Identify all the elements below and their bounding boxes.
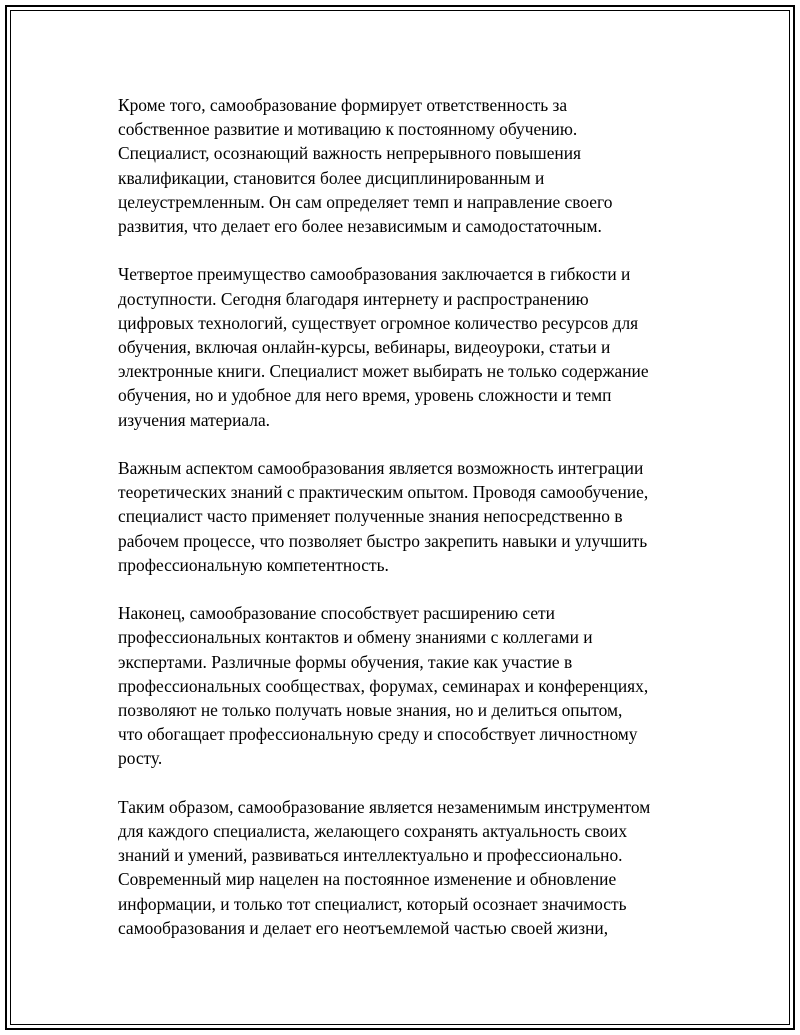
paragraph-conclusion bbox=[118, 795, 698, 940]
text-line: цифровых технологий, существует огромное количество ресурсов для bbox=[118, 312, 639, 333]
text-line: позволяют не только получать новые знания, но и делиться опытом, bbox=[118, 700, 623, 721]
text-line: профессиональных сообществах, форумах, семинарах и конференциях, bbox=[118, 675, 649, 696]
text-line: Таким образом, самообразование является незаменимым инструментом bbox=[118, 796, 651, 817]
text-line: росту. bbox=[118, 748, 163, 769]
text-line: целеустремленным. Он сам определяет темп и направление своего bbox=[118, 191, 613, 212]
text-line: экспертами. Различные формы обучения, такие как участие в bbox=[118, 651, 573, 672]
text-line: Четвертое преимущество самообразования заключается в гибкости и bbox=[118, 264, 631, 285]
text-line: электронные книги. Специалист может выбирать не только содержание bbox=[118, 361, 649, 382]
text-line: изучения материала. bbox=[118, 409, 271, 430]
text-line: развития, что делает его более независимым и самодостаточным. bbox=[118, 216, 602, 237]
text-line: Кроме того, самообразование формирует ответственность за bbox=[118, 95, 568, 115]
text-line: информации, и только тот специалист, который осознает значимость bbox=[118, 893, 627, 914]
paragraph-flexibility bbox=[118, 262, 698, 431]
text-line: самообразования и делает его неотъемлемой частью своей жизни, bbox=[118, 917, 609, 938]
text-line: для каждого специалиста, желающего сохранять актуальность своих bbox=[118, 821, 628, 842]
text-line: профессиональную компетентность. bbox=[118, 554, 389, 575]
document-body bbox=[118, 93, 698, 964]
text-line: что обогащает профессиональную среду и способствует личностному bbox=[118, 724, 638, 745]
text-line: обучения, включая онлайн-курсы, вебинары, видеоуроки, статьи и bbox=[118, 337, 611, 358]
paragraph-responsibility bbox=[118, 93, 698, 238]
text-line: рабочем процессе, что позволяет быстро закрепить навыки и улучшить bbox=[118, 530, 648, 551]
text-line: специалист часто применяет полученные знания непосредственно в bbox=[118, 506, 623, 527]
text-line: Важным аспектом самообразования является возможность интеграции bbox=[118, 458, 644, 479]
paragraph-networking bbox=[118, 601, 698, 770]
text-line: доступности. Сегодня благодаря интернету и распространению bbox=[118, 288, 589, 309]
text-line: Специалист, осознающий важность непрерывного повышения bbox=[118, 143, 582, 164]
text-line: Наконец, самообразование способствует расширению сети bbox=[118, 603, 555, 624]
text-line: собственное развитие и мотивацию к постоянному обучению. bbox=[118, 119, 578, 140]
text-line: обучения, но и удобное для него время, уровень сложности и темп bbox=[118, 385, 612, 406]
text-line: квалификации, становится более дисциплинированным и bbox=[118, 167, 545, 188]
text-line: профессиональных контактов и обмену знаниями с коллегами и bbox=[118, 627, 593, 648]
paragraph-integration bbox=[118, 456, 698, 577]
text-line: Современный мир нацелен на постоянное изменение и обновление bbox=[118, 869, 617, 890]
text-line: знаний и умений, развиваться интеллектуально и профессионально. bbox=[118, 845, 623, 866]
text-line: теоретических знаний с практическим опытом. Проводя самообучение, bbox=[118, 482, 649, 503]
